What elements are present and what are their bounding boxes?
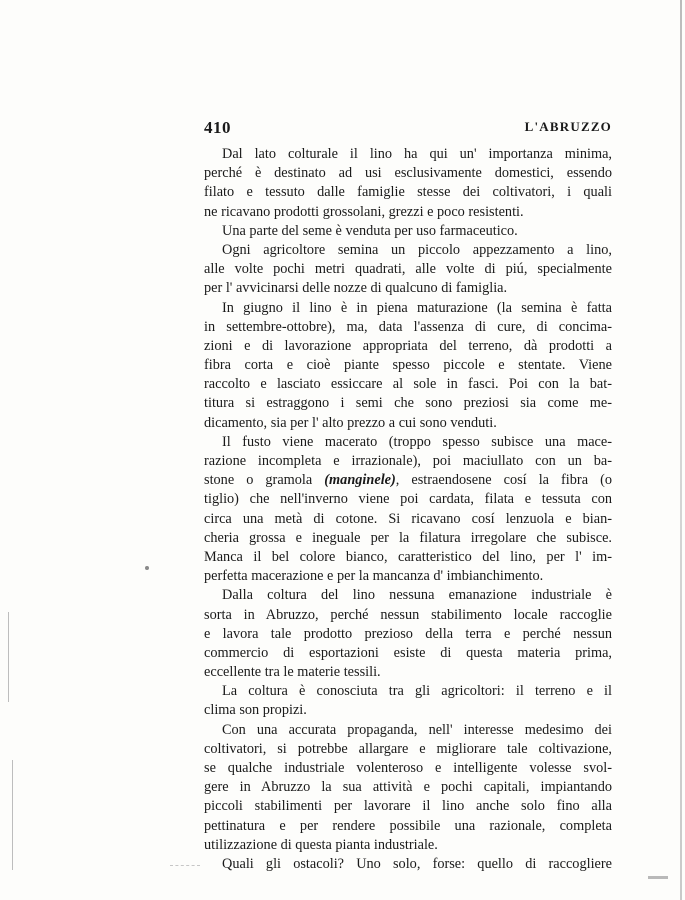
text-line: razione incompleta e irrazionale), poi maciullato con un ba-: [204, 453, 612, 469]
text-line: Quali gli ostacoli? Uno solo, forse: quello di raccogliere: [222, 855, 612, 872]
text-line: commercio di esportazioni esiste di questa materia prima,: [204, 644, 612, 661]
italic-term: (manginele): [324, 472, 396, 489]
text-line: circa una metà di cotone. Si ricavano cosí lenzuola e bian-: [204, 510, 612, 527]
text-line: gere in Abruzzo la sua attività e pochi capitali, impiantando: [204, 779, 612, 796]
text-line: pettinatura e per rendere possibile una razionale, completa: [204, 817, 612, 834]
bottom-mark: [170, 865, 200, 867]
text-line: piccoli stabilimenti per lavorare il lino anche solo fino alla: [204, 798, 612, 815]
text-line: clima son propizi.: [204, 702, 307, 719]
margin-speck: [145, 566, 149, 570]
text-line: Ogni agricoltore semina un piccolo appezzamento a lino,: [222, 241, 612, 258]
text-line: La coltura è conosciuta tra gli agricoltori: il terreno e il: [222, 683, 612, 700]
page-edge-shadow: [680, 0, 682, 900]
left-margin-mark: [8, 612, 9, 702]
paragraph: [204, 241, 612, 299]
text-line: perché è destinato ad usi esclusivamente domestici, essendo: [204, 165, 612, 182]
text-line: se qualche industriale volenteroso e intelligente volesse svol-: [204, 760, 612, 776]
text-line: sorta in Abruzzo, perché nessun stabilimento locale raccoglie: [204, 606, 612, 623]
text-line: zioni e di lavorazione appropriata del terreno, dà prodotti a: [204, 337, 612, 354]
paragraph: [204, 586, 612, 682]
left-margin-mark-lower: [12, 760, 13, 870]
paragraph: [204, 721, 612, 855]
text-line: in settembre-ottobre), ma, data l'assenza di cure, di concima-: [204, 318, 612, 335]
bottom-mark-right: [648, 876, 668, 879]
paragraph: [204, 433, 612, 587]
running-head: L'ABRUZZO: [524, 119, 612, 134]
paragraph: [204, 222, 612, 241]
text-line: dicamento, sia per l' alto prezzo a cui sono venduti.: [204, 414, 497, 431]
text-line: Manca il bel colore bianco, caratteristico del lino, per l' im-: [204, 548, 612, 565]
page-number: 410: [204, 118, 231, 137]
text-line: ne ricavano prodotti grossolani, grezzi e poco resistenti.: [204, 203, 524, 220]
paragraph: [204, 145, 612, 222]
text-line: utilizzazione di questa pianta industriale.: [204, 836, 438, 853]
text-line: Il fusto viene macerato (troppo spesso subisce una mace-: [222, 433, 612, 450]
paragraph: [204, 855, 612, 874]
paragraph: [204, 299, 612, 433]
text-line: perfetta macerazione e per la mancanza d' imbianchimento.: [204, 568, 544, 585]
text-line: Dal lato colturale il lino ha qui un' importanza minima,: [222, 146, 612, 162]
text-line: raccolto e lasciato essiccare al sole in fasci. Poi con la bat-: [204, 376, 612, 393]
paragraph: [204, 682, 612, 720]
text-line: alle volte pochi metri quadrati, alle volte di piú, specialmente: [204, 261, 612, 278]
text-line: titura si estraggono i semi che sono preziosi sia come me-: [204, 395, 612, 412]
text-line: e lavora tale prodotto prezioso della terra e perché nessun: [204, 625, 612, 642]
text-line: coltivatori, si potrebbe allargare e migliorare tale coltivazione,: [204, 740, 612, 757]
text-line: per l' avvicinarsi delle nozze di qualcuno di famiglia.: [204, 280, 508, 297]
body-text: [204, 145, 612, 874]
text-line: tiglio) che nell'inverno viene poi cardata, filata e tessuta con: [204, 491, 612, 508]
text-line: Una parte del seme è venduta per uso farmaceutico.: [222, 222, 518, 239]
text-line: Con una accurata propaganda, nell' interesse medesimo dei: [222, 721, 612, 738]
text-line: eccellente tra le materie tessili.: [204, 664, 381, 681]
page-header: [204, 118, 612, 138]
text-line: In giugno il lino è in piena maturazione (la semina è fatta: [222, 299, 612, 316]
text-line: cheria grossa e ineguale per la filatura irregolare che subisce.: [204, 529, 612, 546]
text-line: filato e tessuto dalle famiglie stesse dei coltivatori, i quali: [204, 184, 612, 201]
text-line: Dalla coltura del lino nessuna emanazione industriale è: [222, 587, 612, 604]
text-line: stone o gramola (manginele), estraendosene cosí la fibra (o: [204, 472, 612, 489]
text-line: fibra corta e cioè piante spesso piccole e stentate. Viene: [204, 357, 612, 374]
